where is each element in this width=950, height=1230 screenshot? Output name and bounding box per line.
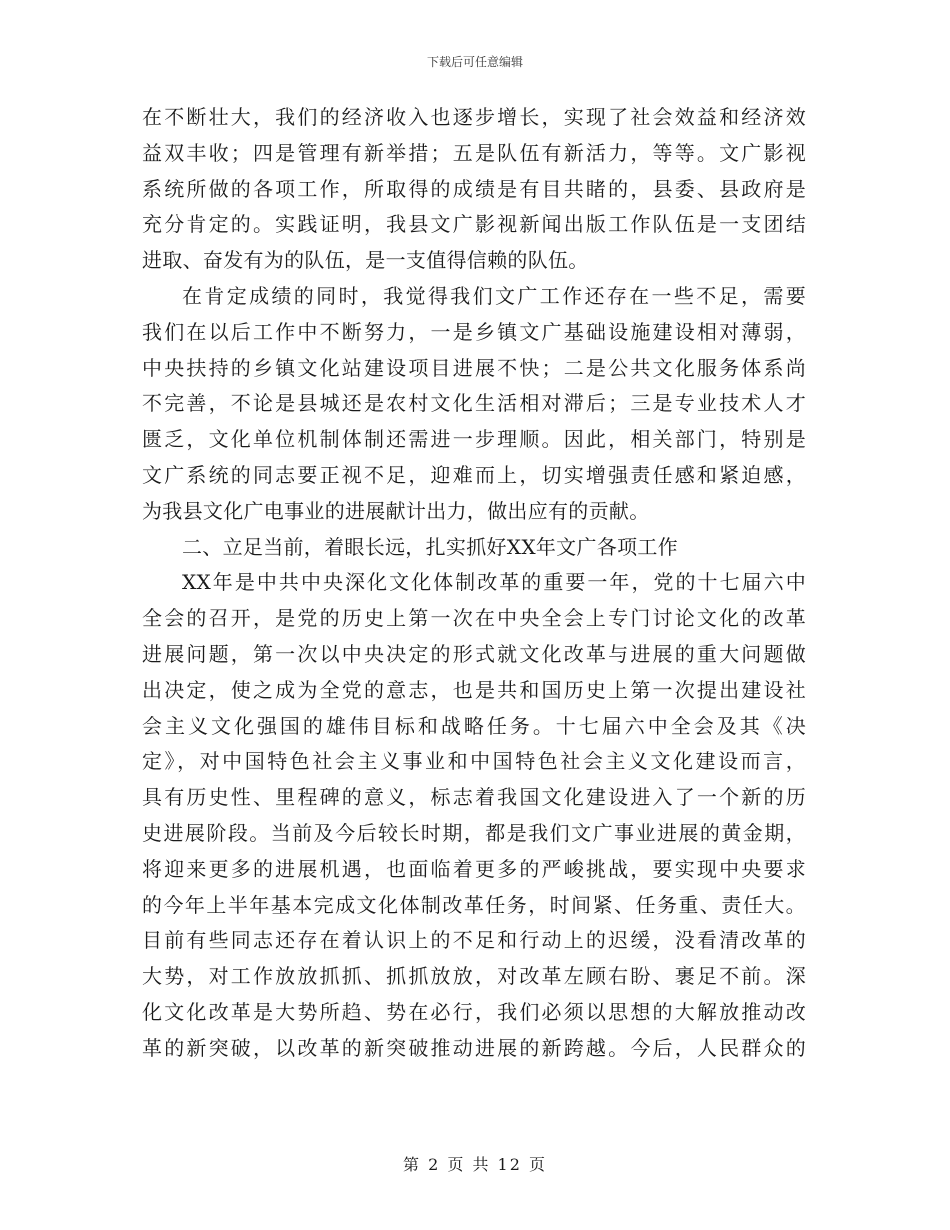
text-line: 的今年上半年基本完成文化体制改革任务，时间紧、任务重、责任大。 xyxy=(142,892,806,917)
text-line: 定》，对中国特色社会主义事业和中国特色社会主义文化建设而言， xyxy=(142,749,806,774)
text-line: 益双丰收；四是管理有新举措；五是队伍有新活力，等等。文广影视 xyxy=(142,140,806,165)
text-line: 化文化改革是大势所趋、势在必行，我们必须以思想的大解放推动改 xyxy=(142,999,806,1024)
text-line: 史进展阶段。当前及今后较长时期，都是我们文广事业进展的黄金期， xyxy=(142,820,806,845)
paragraph-first-line: XX年是中共中央深化文化体制改革的重要一年，党的十七届六中 xyxy=(182,570,806,595)
paragraph-first-line: 在肯定成绩的同时，我觉得我们文广工作还存在一些不足，需要 xyxy=(182,283,806,308)
page-number-footer: 第 2 页 共 12 页 xyxy=(403,1155,547,1174)
text-line: 在不断壮大，我们的经济收入也逐步增长，实现了社会效益和经济效 xyxy=(142,105,806,129)
text-line: 不完善，不论是县城还是农村文化生活相对滞后；三是专业技术人才 xyxy=(142,391,806,416)
text-line: 具有历史性、里程碑的意义，标志着我国文化建设进入了一个新的历 xyxy=(142,785,806,810)
text-line: 进取、奋发有为的队伍，是一支值得信赖的队伍。 xyxy=(142,248,589,273)
document-body xyxy=(142,100,806,1067)
text-line: 我们在以后工作中不断努力，一是乡镇文广基础设施建设相对薄弱， xyxy=(142,319,806,344)
text-line: 将迎来更多的进展机遇，也面临着更多的严峻挑战，要实现中央要求 xyxy=(142,856,806,881)
text-line: 革的新突破，以改革的新突破推动进展的新跨越。今后，人民群众的 xyxy=(142,1035,806,1060)
page-header: 下载后可任意编辑 xyxy=(426,55,523,69)
text-line: 进展问题，第一次以中央决定的形式就文化改革与进展的重大问题做 xyxy=(142,641,806,666)
text-line: 文广系统的同志要正视不足，迎难而上，切实增强责任感和紧迫感， xyxy=(142,462,806,487)
text-line: 会主义文化强国的雄伟目标和战略任务。十七届六中全会及其《决 xyxy=(142,713,806,738)
section-heading: 二、立足当前，着眼长远，扎实抓好XX年文广各项工作 xyxy=(182,534,678,559)
text-line: 目前有些同志还存在着认识上的不足和行动上的迟缓，没看清改革的 xyxy=(142,928,806,953)
text-line: 中央扶持的乡镇文化站建设项目进展不快；二是公共文化服务体系尚 xyxy=(142,355,806,380)
text-line: 为我县文化广电事业的进展献计出力，做出应有的贡献。 xyxy=(142,498,650,523)
text-line: 大势，对工作放放抓抓、抓抓放放，对改革左顾右盼、裹足不前。深 xyxy=(142,964,806,989)
text-line: 全会的召开，是党的历史上第一次在中央全会上专门讨论文化的改革 xyxy=(142,606,806,631)
text-line: 匮乏，文化单位机制体制还需进一步理顺。因此，相关部门，特别是 xyxy=(142,427,806,452)
text-line: 系统所做的各项工作，所取得的成绩是有目共睹的，县委、县政府是 xyxy=(142,176,806,201)
text-line: 充分肯定的。实践证明，我县文广影视新闻出版工作队伍是一支团结 xyxy=(142,212,806,237)
text-line: 出决定，使之成为全党的意志，也是共和国历史上第一次提出建设社 xyxy=(142,677,806,702)
